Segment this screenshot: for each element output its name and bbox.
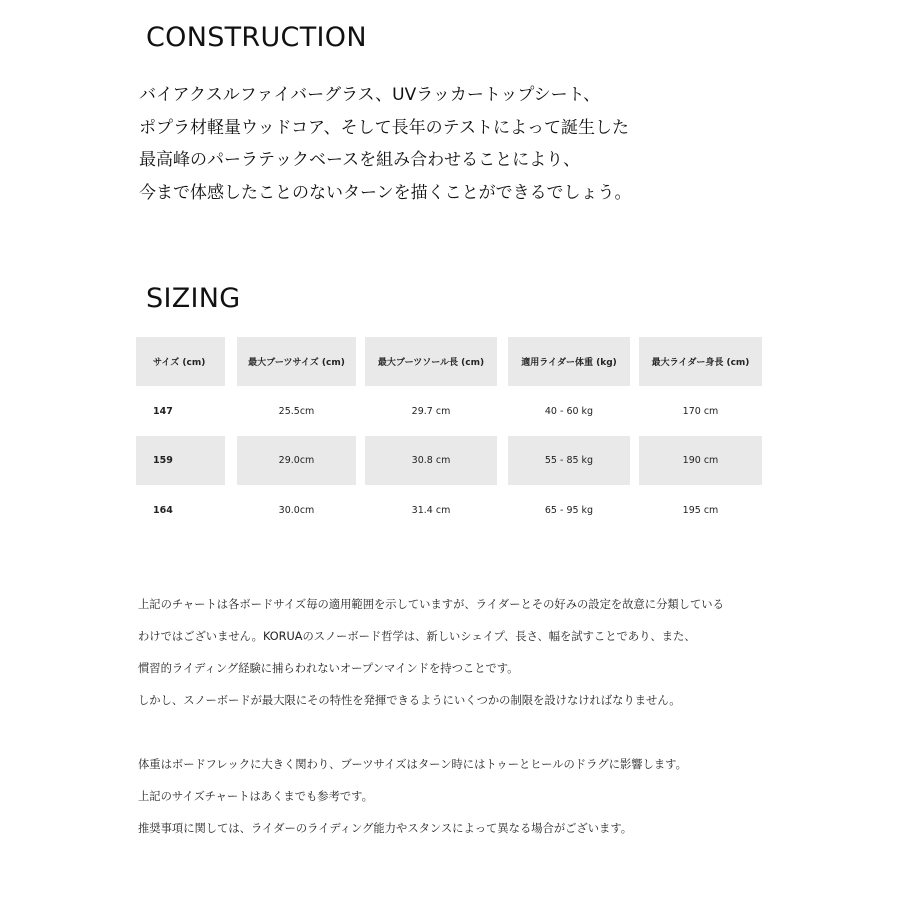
- sizing-heading: SIZING: [146, 283, 241, 314]
- header-max-boot-sole-length: 最大ブーツソール長 (cm): [365, 337, 497, 386]
- note-line: 推奨事項に関しては、ライダーのライディング能力やスタンスによって異なる場合がございます。: [138, 822, 633, 835]
- note-line: しかし、スノーボードが最大限にその特性を発揮できるようにいくつかの制限を設けなければなりません。: [138, 694, 681, 707]
- table-row: [136, 436, 764, 485]
- cell-max-boot-size: 25.5cm: [278, 405, 315, 417]
- cell-max-boot-sole-length: 30.8 cm: [365, 436, 497, 485]
- note-line: わけではございません。KORUAのスノーボード哲学は、新しいシェイプ、長さ、幅を試すことであり、また、: [138, 630, 696, 643]
- cell-max-boot-sole-length: 31.4 cm: [411, 504, 451, 516]
- cell-size: 159: [136, 436, 225, 485]
- sizing-notes: [138, 589, 778, 845]
- note-line: 体重はボードフレックに大きく関わり、ブーツサイズはターン時にはトゥーとヒールのドラグに影響します。: [138, 758, 687, 771]
- sizing-reference-note: [138, 749, 778, 845]
- note-line: 上記のサイズチャートはあくまでも参考です。: [138, 790, 373, 803]
- cell-max-rider-height: 190 cm: [639, 436, 762, 485]
- sizing-table: [136, 337, 764, 535]
- table-header-row: [136, 337, 764, 386]
- table-row: [136, 486, 764, 535]
- note-line: 上記のチャートは各ボードサイズ毎の適用範囲を示していますが、ライダーとその好みの設定を故意に分類している: [138, 598, 724, 611]
- cell-rider-weight: 55 - 85 kg: [508, 436, 630, 485]
- cell-max-rider-height: 170 cm: [682, 405, 719, 417]
- table-row: [136, 387, 764, 436]
- construction-line: ポプラ材軽量ウッドコア、そして長年のテストによって誕生した: [139, 117, 629, 138]
- header-rider-weight: 適用ライダー体重 (kg): [508, 337, 630, 386]
- header-max-boot-size: 最大ブーツサイズ (cm): [237, 337, 356, 386]
- construction-line: バイアクスルファイバーグラス、UVラッカートップシート、: [139, 85, 601, 105]
- cell-max-boot-size: 29.0cm: [237, 436, 356, 485]
- header-max-rider-height: 最大ライダー身長 (cm): [639, 337, 762, 386]
- cell-max-boot-size: 30.0cm: [278, 504, 315, 516]
- cell-rider-weight: 40 - 60 kg: [544, 405, 594, 417]
- construction-description: [139, 79, 779, 209]
- construction-heading: CONSTRUCTION: [146, 22, 367, 53]
- note-line: 慣習的ライディング経験に捕らわれないオープンマインドを持つことです。: [138, 662, 519, 675]
- cell-size: 147: [153, 405, 173, 417]
- cell-rider-weight: 65 - 95 kg: [544, 504, 594, 516]
- header-size: サイズ (cm): [136, 337, 225, 386]
- cell-max-rider-height: 195 cm: [682, 504, 719, 516]
- cell-max-boot-sole-length: 29.7 cm: [411, 405, 451, 417]
- construction-line: 今まで体感したことのないターンを描くことができるでしょう。: [139, 182, 632, 203]
- construction-line: 最高峰のパーラテックベースを組み合わせることにより、: [139, 150, 581, 170]
- sizing-disclaimer: [138, 589, 778, 717]
- cell-size: 164: [153, 504, 173, 516]
